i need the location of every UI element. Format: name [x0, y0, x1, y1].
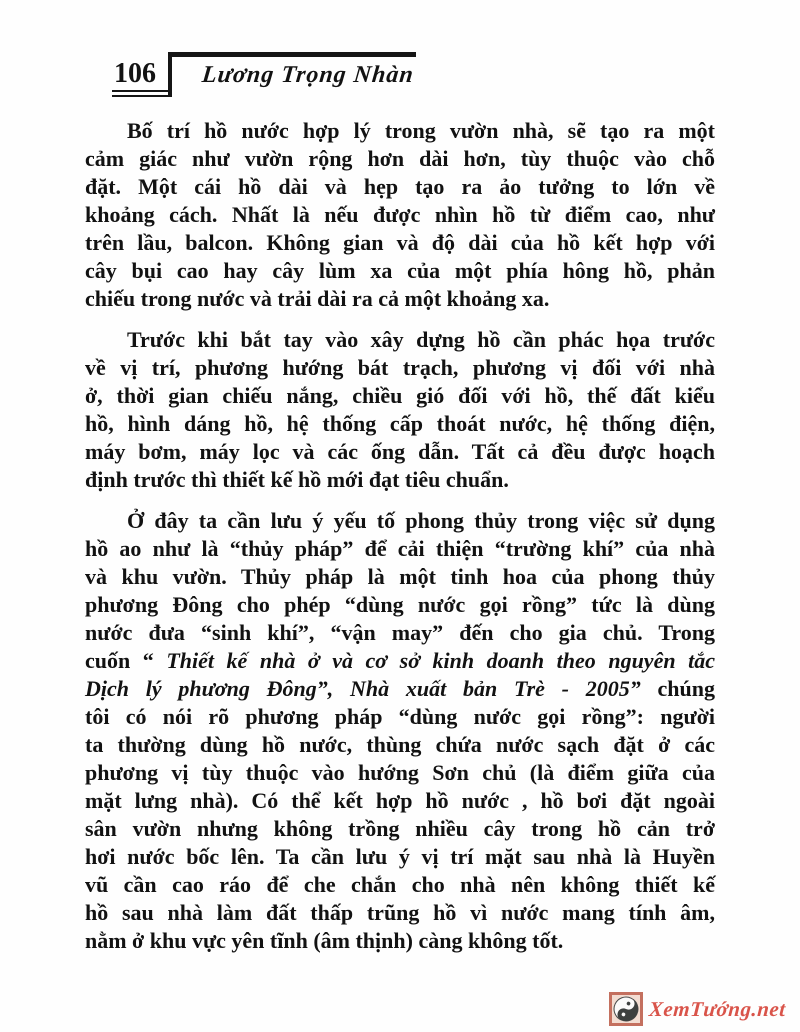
text-line: [85, 257, 715, 285]
text-segment: Trước khi bắt tay vào xây dựng hồ cần phác họa trước: [127, 327, 715, 352]
text-segment: cuốn “: [85, 648, 167, 673]
text-segment: tôi có nói rõ phương pháp “dùng nước gọi rồng”: người: [85, 704, 715, 729]
text-segment: và khu vườn. Thủy pháp là một tinh hoa của phong thủy: [85, 564, 715, 589]
text-line: [85, 759, 715, 787]
paragraph: [85, 117, 715, 313]
paragraph: [85, 326, 715, 494]
page-number: 106: [112, 59, 168, 97]
text-segment: chiếu trong nước và trải dài ra cả một khoảng xa.: [85, 286, 550, 311]
text-line: [85, 787, 715, 815]
page-header-title: Lương Trọng Nhàn: [200, 62, 416, 88]
text-line: [85, 354, 715, 382]
text-line: [85, 647, 715, 675]
text-segment: phương vị tùy thuộc vào hướng Sơn chủ (là điểm giữa của: [85, 760, 715, 785]
text-segment: khoảng cách. Nhất là nếu được nhìn hồ từ điểm cao, như: [85, 202, 715, 227]
text-line: [85, 843, 715, 871]
text-line: [85, 899, 715, 927]
text-line: [85, 535, 715, 563]
text-segment: hồ, hình dáng hồ, hệ thống cấp thoát nước, hệ thống điện,: [85, 411, 715, 436]
text-line: [85, 731, 715, 759]
page-text: [85, 117, 715, 955]
text-line: [85, 507, 715, 535]
text-line: [85, 145, 715, 173]
text-line: [85, 466, 715, 494]
text-line: [85, 229, 715, 257]
text-line: [85, 201, 715, 229]
text-line: [85, 675, 715, 703]
text-line: [85, 871, 715, 899]
text-line: [85, 591, 715, 619]
text-segment: đặt. Một cái hồ dài và hẹp tạo ra ảo tưởng to lớn về: [85, 174, 715, 199]
text-segment: định trước thì thiết kế hồ mới đạt tiêu chuẩn.: [85, 467, 509, 492]
text-line: [85, 326, 715, 354]
text-segment: Ở đây ta cần lưu ý yếu tố phong thủy trong việc sử dụng: [127, 508, 715, 533]
text-line: [85, 173, 715, 201]
text-segment: ta thường dùng hồ nước, thùng chứa nước sạch đặt ở các: [85, 732, 715, 757]
text-segment: ở, thời gian chiếu nắng, chiều gió đối với hồ, thế đất kiểu: [85, 383, 715, 408]
paragraph: [85, 507, 715, 955]
text-segment: phương Đông cho phép “dùng nước gọi rồng” tức là dùng: [85, 592, 715, 617]
text-segment: Bố trí hồ nước hợp lý trong vườn nhà, sẽ tạo ra một: [127, 118, 715, 143]
text-line: [85, 382, 715, 410]
watermark: [609, 992, 786, 1026]
text-segment: vũ cần cao ráo để che chắn cho nhà nên không thiết kế: [85, 872, 715, 897]
text-line: [85, 117, 715, 145]
text-segment: máy bơm, máy lọc và các ống dẫn. Tất cả đều được hoạch: [85, 439, 715, 464]
text-line: [85, 927, 715, 955]
text-segment: hơi nước bốc lên. Ta cần lưu ý vị trí mặt sau nhà là Huyền: [85, 844, 715, 869]
text-segment: nước đưa “sinh khí”, “vận may” đến cho gia chủ. Trong: [85, 620, 715, 645]
text-segment: hồ sau nhà làm đất thấp trũng hồ vì nước mang tính âm,: [85, 900, 715, 925]
text-segment: trên lầu, balcon. Không gian và độ dài của hồ kết hợp với: [85, 230, 715, 255]
text-line: [85, 285, 715, 313]
text-segment: mặt lưng nhà). Có thể kết hợp hồ nước , hồ bơi đặt ngoài: [85, 788, 715, 813]
page-header: [112, 52, 800, 97]
yin-yang-icon: [609, 992, 643, 1026]
italic-text-segment: Thiết kế nhà ở và cơ sở kinh doanh theo nguyên tắc: [166, 648, 715, 673]
text-line: [85, 815, 715, 843]
text-line: [85, 619, 715, 647]
text-line: [85, 563, 715, 591]
italic-text-segment: Dịch lý phương Đông”, Nhà xuất bản Trè - 2005”: [85, 676, 641, 701]
header-rule: [168, 52, 416, 97]
text-line: [85, 410, 715, 438]
text-line: [85, 703, 715, 731]
text-segment: chúng: [640, 676, 715, 701]
text-segment: nằm ở khu vực yên tĩnh (âm thịnh) càng không tốt.: [85, 928, 564, 953]
text-segment: về vị trí, phương hướng bát trạch, phương vị đối với nhà: [85, 355, 715, 380]
text-segment: cây bụi cao hay cây lùm xa của một phía hông hồ, phản: [85, 258, 715, 283]
text-segment: cảm giác như vườn rộng hơn dài hơn, tùy thuộc vào chỗ: [85, 146, 715, 171]
text-segment: sân vườn nhưng không trồng nhiều cây trong hồ cản trở: [85, 816, 715, 841]
text-line: [85, 438, 715, 466]
text-segment: hồ ao như là “thủy pháp” để cải thiện “trường khí” của nhà: [85, 536, 715, 561]
watermark-text: XemTướng.net: [648, 996, 787, 1021]
